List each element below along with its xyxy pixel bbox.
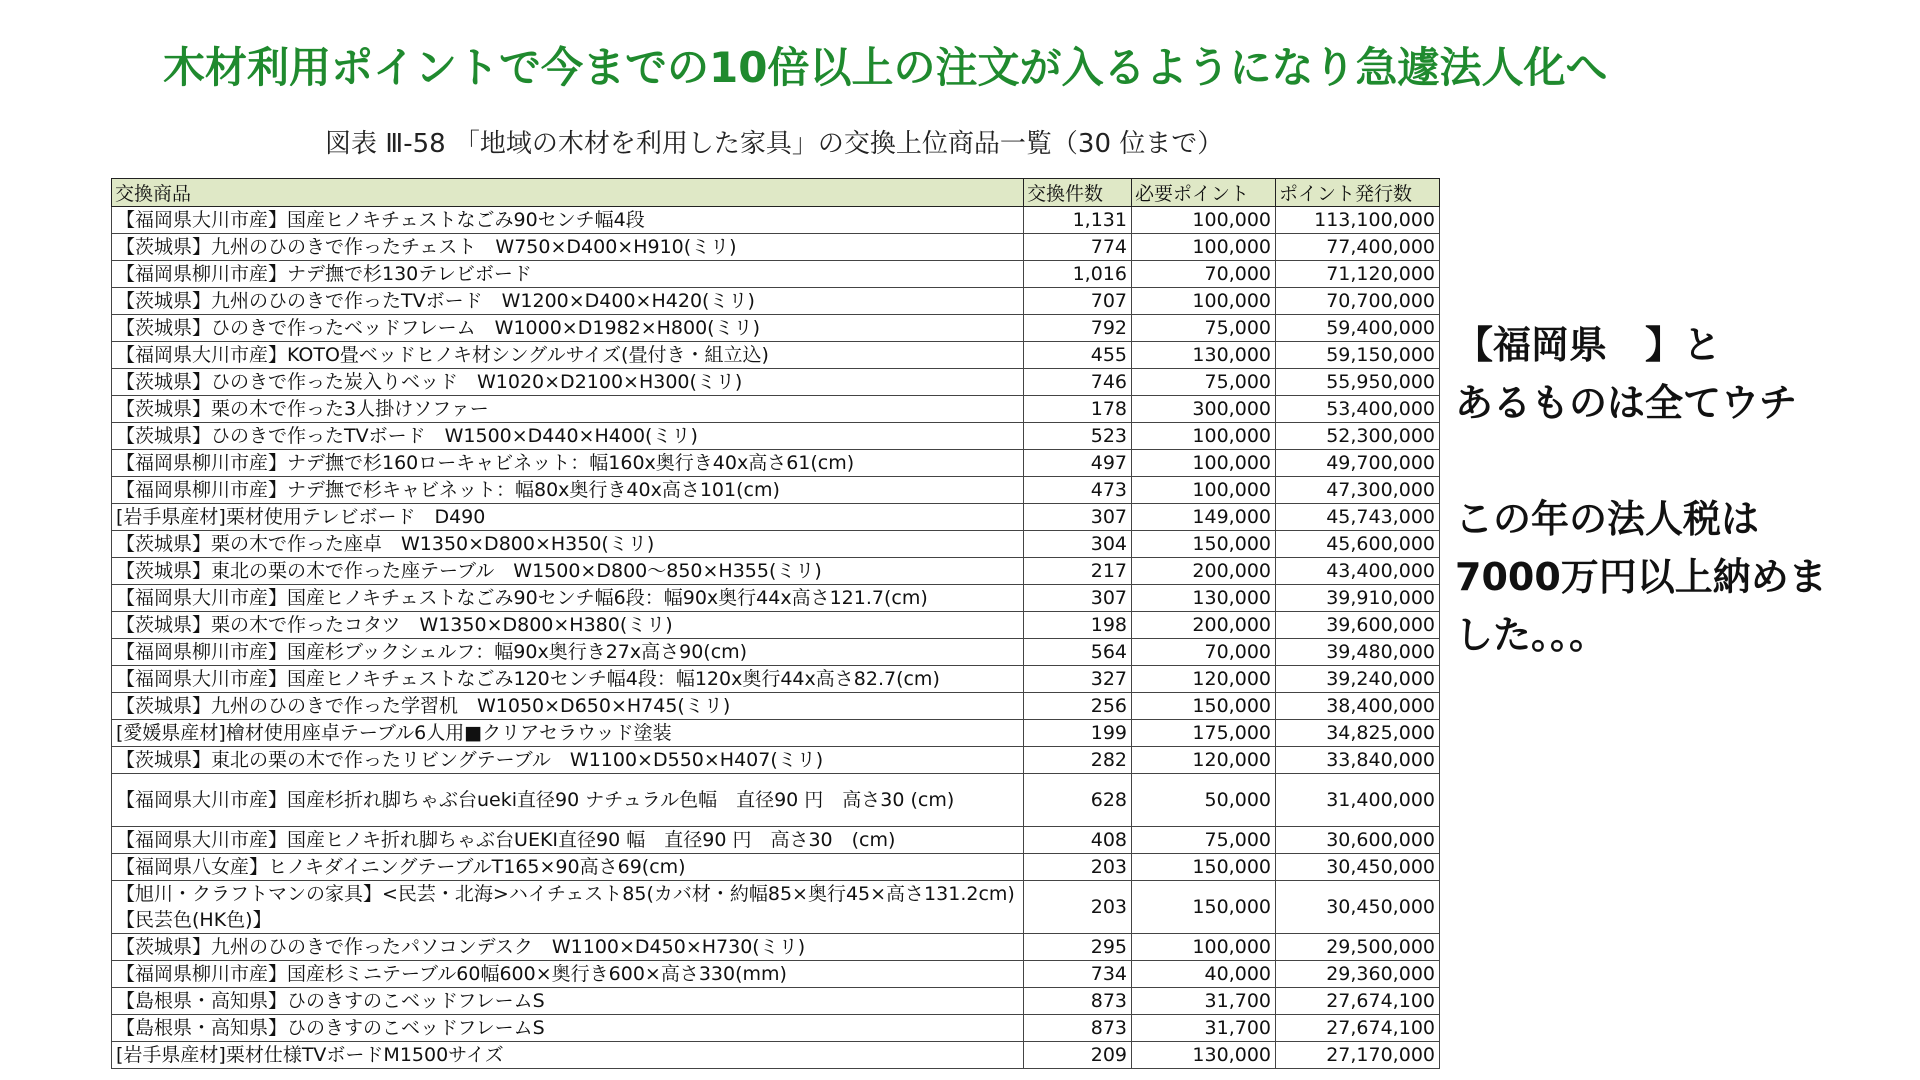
cell-issued: 59,400,000 [1276,315,1440,342]
cell-points: 175,000 [1132,720,1276,747]
cell-issued: 30,450,000 [1276,881,1440,934]
cell-item: 【茨城県】九州のひのきで作ったTVボード W1200×D400×H420(ミリ) [112,288,1024,315]
cell-points: 100,000 [1132,450,1276,477]
cell-issued: 27,674,100 [1276,1015,1440,1042]
table-row [112,585,1440,612]
cell-issued: 27,170,000 [1276,1042,1440,1069]
cell-count: 256 [1024,693,1132,720]
cell-count: 198 [1024,612,1132,639]
table-row [112,531,1440,558]
side-note-line: 7000万円以上納めま [1455,555,1827,599]
cell-issued: 70,700,000 [1276,288,1440,315]
side-note-line: この年の法人税は [1455,497,1760,541]
table-row [112,666,1440,693]
cell-count: 408 [1024,827,1132,854]
cell-points: 75,000 [1132,315,1276,342]
cell-points: 150,000 [1132,854,1276,881]
cell-count: 873 [1024,988,1132,1015]
table-row [112,261,1440,288]
cell-issued: 34,825,000 [1276,720,1440,747]
cell-points: 300,000 [1132,396,1276,423]
cell-points: 130,000 [1132,1042,1276,1069]
cell-count: 199 [1024,720,1132,747]
cell-points: 100,000 [1132,288,1276,315]
cell-points: 130,000 [1132,585,1276,612]
cell-points: 100,000 [1132,234,1276,261]
cell-issued: 39,910,000 [1276,585,1440,612]
cell-issued: 31,400,000 [1276,774,1440,827]
cell-points: 50,000 [1132,774,1276,827]
table-row [112,369,1440,396]
headline: 木材利用ポイントで今までの10倍以上の注文が入るようになり急遽法人化へ [163,43,1608,92]
cell-issued: 29,500,000 [1276,934,1440,961]
cell-issued: 27,674,100 [1276,988,1440,1015]
cell-item: 【茨城県】ひのきで作ったベッドフレーム W1000×D1982×H800(ミリ) [112,315,1024,342]
side-note-spacer [1455,432,1915,490]
cell-item: 【福岡県大川市産】国産ヒノキチェストなごみ120センチ幅4段：幅120x奥行44x高さ82.7(cm) [112,666,1024,693]
cell-issued: 77,400,000 [1276,234,1440,261]
cell-issued: 52,300,000 [1276,423,1440,450]
cell-points: 100,000 [1132,934,1276,961]
cell-count: 203 [1024,881,1132,934]
cell-issued: 53,400,000 [1276,396,1440,423]
cell-issued: 71,120,000 [1276,261,1440,288]
cell-points: 100,000 [1132,477,1276,504]
table-row [112,477,1440,504]
cell-issued: 33,840,000 [1276,747,1440,774]
cell-item: 【福岡県柳川市産】国産杉ミニテーブル60幅600×奥行き600×高さ330(mm) [112,961,1024,988]
cell-issued: 29,360,000 [1276,961,1440,988]
cell-points: 40,000 [1132,961,1276,988]
cell-count: 282 [1024,747,1132,774]
table-row [112,207,1440,234]
table-row [112,827,1440,854]
cell-item: 【福岡県大川市産】KOTO畳ベッドヒノキ材シングルサイズ(畳付き・組立込) [112,342,1024,369]
cell-points: 75,000 [1132,827,1276,854]
cell-issued: 113,100,000 [1276,207,1440,234]
cell-issued: 45,600,000 [1276,531,1440,558]
cell-points: 150,000 [1132,881,1276,934]
cell-count: 564 [1024,639,1132,666]
cell-count: 707 [1024,288,1132,315]
ranking-table [111,178,1440,1069]
cell-issued: 38,400,000 [1276,693,1440,720]
cell-item: 【福岡県大川市産】国産ヒノキチェストなごみ90センチ幅4段 [112,207,1024,234]
cell-item: 【福岡県柳川市産】国産杉ブックシェルフ：幅90x奥行き27x高さ90(cm) [112,639,1024,666]
cell-count: 304 [1024,531,1132,558]
cell-points: 100,000 [1132,207,1276,234]
table-row [112,988,1440,1015]
cell-item: 【旭川・クラフトマンの家具】<民芸・北海>ハイチェスト85(カバ材・約幅85×奥行45×高さ131.2cm)【民芸色(HK色)】 [112,881,1024,934]
table-row [112,234,1440,261]
side-note-line: 【福岡県 】と [1455,323,1722,367]
cell-points: 149,000 [1132,504,1276,531]
cell-issued: 49,700,000 [1276,450,1440,477]
cell-count: 746 [1024,369,1132,396]
table-row [112,854,1440,881]
cell-item: 【福岡県柳川市産】ナデ撫で杉キャビネット：幅80x奥行き40x高さ101(cm) [112,477,1024,504]
cell-item: 【福岡県大川市産】国産ヒノキチェストなごみ90センチ幅6段：幅90x奥行44x高さ121.7(cm) [112,585,1024,612]
cell-item: 【福岡県八女産】ヒノキダイニングテーブルT165×90高さ69(cm) [112,854,1024,881]
cell-points: 31,700 [1132,1015,1276,1042]
cell-points: 200,000 [1132,558,1276,585]
cell-count: 873 [1024,1015,1132,1042]
column-header-points: 必要ポイント [1132,179,1276,207]
cell-item: 【茨城県】東北の栗の木で作った座テーブル W1500×D800～850×H355(ミリ) [112,558,1024,585]
cell-points: 150,000 [1132,531,1276,558]
cell-count: 734 [1024,961,1132,988]
table-row [112,288,1440,315]
table-row [112,1015,1440,1042]
table-row [112,639,1440,666]
side-note-line: した。。。 [1455,613,1608,657]
cell-item: 【茨城県】栗の木で作ったコタツ W1350×D800×H380(ミリ) [112,612,1024,639]
cell-item: [愛媛県産材]檜材使用座卓テーブル6人用■クリアセラウッド塗装 [112,720,1024,747]
table-row [112,720,1440,747]
table-row [112,315,1440,342]
cell-item: 【茨城県】ひのきで作ったTVボード W1500×D440×H400(ミリ) [112,423,1024,450]
cell-item: 【茨城県】ひのきで作った炭入りベッド W1020×D2100×H300(ミリ) [112,369,1024,396]
cell-item: 【茨城県】九州のひのきで作った学習机 W1050×D650×H745(ミリ) [112,693,1024,720]
ranking-table-container [111,178,1439,1069]
cell-issued: 30,450,000 [1276,854,1440,881]
table-row [112,774,1440,827]
table-row [112,1042,1440,1069]
cell-points: 70,000 [1132,261,1276,288]
cell-points: 130,000 [1132,342,1276,369]
table-row [112,504,1440,531]
cell-item: 【島根県・高知県】ひのきすのこベッドフレームS [112,988,1024,1015]
cell-count: 455 [1024,342,1132,369]
table-row [112,747,1440,774]
table-row [112,961,1440,988]
cell-item: 【茨城県】東北の栗の木で作ったリビングテーブル W1100×D550×H407(ミリ) [112,747,1024,774]
cell-points: 100,000 [1132,423,1276,450]
cell-count: 497 [1024,450,1132,477]
table-caption: 図表 Ⅲ-58 「地域の木材を利用した家具」の交換上位商品一覧（30 位まで） [325,129,1224,159]
cell-count: 178 [1024,396,1132,423]
cell-issued: 39,600,000 [1276,612,1440,639]
cell-item: [岩手県産材]栗材仕様TVボードM1500サイズ [112,1042,1024,1069]
cell-count: 628 [1024,774,1132,827]
table-row [112,612,1440,639]
cell-count: 473 [1024,477,1132,504]
cell-issued: 45,743,000 [1276,504,1440,531]
cell-count: 217 [1024,558,1132,585]
cell-issued: 55,950,000 [1276,369,1440,396]
cell-item: 【茨城県】九州のひのきで作ったチェスト W750×D400×H910(ミリ) [112,234,1024,261]
table-row [112,881,1440,934]
cell-points: 200,000 [1132,612,1276,639]
table-row [112,423,1440,450]
cell-points: 75,000 [1132,369,1276,396]
cell-count: 1,131 [1024,207,1132,234]
cell-points: 120,000 [1132,666,1276,693]
cell-count: 295 [1024,934,1132,961]
column-header-item: 交換商品 [112,179,1024,207]
cell-count: 307 [1024,585,1132,612]
cell-item: 【茨城県】栗の木で作った座卓 W1350×D800×H350(ミリ) [112,531,1024,558]
cell-item: 【福岡県大川市産】国産ヒノキ折れ脚ちゃぶ台UEKI直径90 幅 直径90 円 高さ30 (cm) [112,827,1024,854]
cell-count: 523 [1024,423,1132,450]
cell-points: 31,700 [1132,988,1276,1015]
cell-count: 209 [1024,1042,1132,1069]
cell-issued: 43,400,000 [1276,558,1440,585]
cell-count: 1,016 [1024,261,1132,288]
table-row [112,693,1440,720]
table-row [112,396,1440,423]
cell-item: 【茨城県】栗の木で作った3人掛けソファー [112,396,1024,423]
cell-item: 【茨城県】九州のひのきで作ったパソコンデスク W1100×D450×H730(ミリ) [112,934,1024,961]
cell-points: 150,000 [1132,693,1276,720]
cell-issued: 59,150,000 [1276,342,1440,369]
table-row [112,342,1440,369]
side-note [1455,316,1915,664]
cell-issued: 39,480,000 [1276,639,1440,666]
cell-count: 327 [1024,666,1132,693]
cell-issued: 47,300,000 [1276,477,1440,504]
table-row [112,558,1440,585]
table-row [112,934,1440,961]
cell-count: 203 [1024,854,1132,881]
cell-item: 【福岡県柳川市産】ナデ撫で杉130テレビボード [112,261,1024,288]
cell-item: 【福岡県大川市産】国産杉折れ脚ちゃぶ台ueki直径90 ナチュラル色幅 直径90 円 高さ30 (cm) [112,774,1024,827]
cell-item: 【福岡県柳川市産】ナデ撫で杉160ローキャビネット：幅160x奥行き40x高さ61(cm) [112,450,1024,477]
cell-count: 792 [1024,315,1132,342]
table-header-row [112,179,1440,207]
cell-points: 120,000 [1132,747,1276,774]
cell-count: 774 [1024,234,1132,261]
column-header-count: 交換件数 [1024,179,1132,207]
cell-item: [岩手県産材]栗材使用テレビボード D490 [112,504,1024,531]
cell-issued: 30,600,000 [1276,827,1440,854]
table-row [112,450,1440,477]
cell-points: 70,000 [1132,639,1276,666]
cell-count: 307 [1024,504,1132,531]
cell-issued: 39,240,000 [1276,666,1440,693]
cell-item: 【島根県・高知県】ひのきすのこベッドフレームS [112,1015,1024,1042]
table-body [112,207,1440,1069]
side-note-line: あるものは全てウチ [1455,381,1798,425]
column-header-issued: ポイント発行数 [1276,179,1440,207]
